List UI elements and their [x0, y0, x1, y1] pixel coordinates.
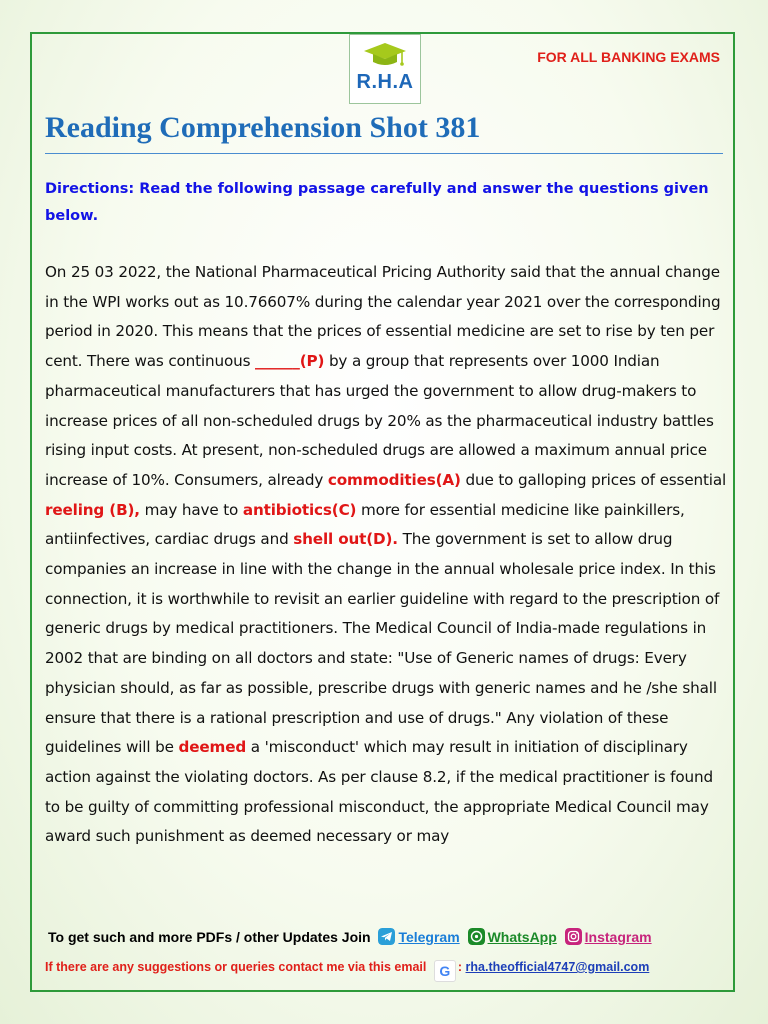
passage-segment: The government is set to allow drug companies an increase in line with the change in the annual wholesale price index. In this connection, it is worthwhile to revisit an earlier guideline with regard to the prescription of generic drugs by medical practitioners. The Medical Council of India-made regulations in 2002 that are binding on all doctors and state: "Use of Generic names of drugs: Every physician should, as far as possible, prescribe drugs with generic names and he /she shall ensure that there is a rational prescription and use of drugs." Any violation of these guidelines will be	[45, 530, 720, 757]
title-divider	[45, 153, 723, 154]
passage-segment: may have to	[139, 500, 243, 519]
passage-segment: more for essential medicine like painkillers, antiinfectives, cardiac drugs and	[45, 500, 685, 549]
social-links-bar	[48, 928, 652, 945]
passage-segment: On 25 03 2022, the National Pharmaceutical Pricing Authority said that the annual change in the WPI works out as 10.76607% during the calendar year 2021 over the corresponding period in 2020. This means that the prices of essential medicine are set to rise by ten per cent. There was continuous	[45, 263, 721, 371]
passage-text	[45, 258, 729, 852]
join-text: To get such and more PDFs / other Updates Join	[48, 929, 371, 945]
page-title: Reading Comprehension Shot 381	[45, 111, 481, 144]
whatsapp-link[interactable]: WhatsApp	[487, 929, 557, 945]
rha-logo	[349, 34, 421, 104]
instagram-link[interactable]: Instagram	[584, 929, 652, 945]
directions-text: Directions: Read the following passage carefully and answer the questions given below.	[45, 181, 709, 224]
telegram-link[interactable]: Telegram	[398, 929, 460, 945]
telegram-icon	[378, 928, 395, 945]
contact-text: If there are any suggestions or queries contact me via this email	[45, 960, 427, 974]
passage-segment: due to galloping prices of essential	[460, 470, 727, 489]
whatsapp-icon	[468, 928, 485, 945]
passage-segment: a 'misconduct' which may result in initiation of disciplinary action against the violating doctors. As per clause 8.2, if the medical practitioner is found to be guilty of committing professional misconduct, the appropriate Medical Council may award such punishment as deemed necessary or may	[45, 738, 713, 846]
contact-colon: :	[457, 960, 463, 974]
logo-text: R.H.A	[356, 71, 414, 93]
option-word-c: antibiotics(C)	[242, 500, 357, 519]
email-link[interactable]: rha.theofficial4747@gmail.com	[465, 960, 650, 974]
passage-segment: by a group that represents over 1000 Indian pharmaceutical manufacturers that has urged the government to allow drug-makers to increase prices of all non-scheduled drugs by 20% as the pharmaceutical industry battles rising input costs. At present, non-scheduled drugs are allowed a maximum annual price increase of 10%. Consumers, already	[45, 352, 714, 489]
contact-line	[45, 960, 649, 982]
blank-p: ______(P)	[255, 352, 325, 371]
instagram-icon	[565, 928, 582, 945]
header-tagline: FOR ALL BANKING EXAMS	[537, 49, 720, 65]
google-icon: G	[434, 960, 456, 982]
option-word-d: shell out(D).	[293, 530, 398, 549]
option-word-b: reeling (B),	[45, 500, 140, 519]
graduation-cap-icon	[350, 39, 420, 71]
highlighted-word-deemed: deemed	[178, 738, 247, 757]
option-word-a: commodities(A)	[327, 470, 461, 489]
